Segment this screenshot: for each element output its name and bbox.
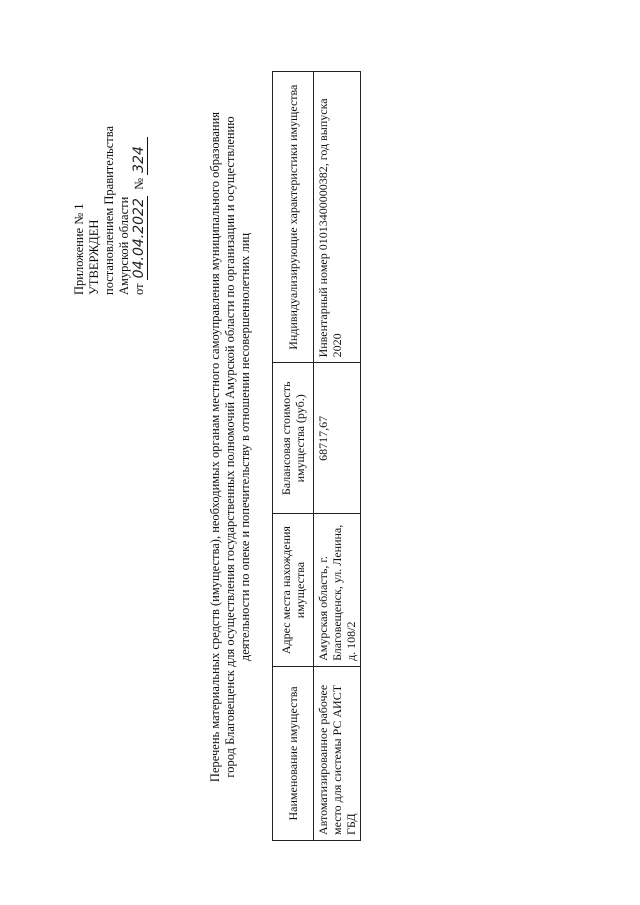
heading-line-1: Перечень материальных средств (имущества), необходимых органам местного самоуправления муниципального образования: [208, 111, 222, 783]
decree-label: постановлением Правительства: [102, 125, 116, 295]
cell-address: Амурская область, г. Благовещенск, ул. Ленина, д. 108/2: [314, 514, 361, 667]
table-row: [314, 72, 361, 841]
document-heading: [208, 57, 253, 837]
appendix-label: Приложение № 1: [72, 203, 86, 295]
cell-characteristics: Инвентарный номер 01013400000382, год выпуска 2020: [314, 72, 361, 363]
header-value: Балансовая стоимость имущества (руб.): [273, 363, 314, 514]
handwritten-date: 04.04.2022: [131, 198, 147, 279]
number-prefix: №: [132, 177, 146, 190]
table-header-row: [273, 72, 314, 841]
cell-value: 68717,67: [314, 363, 361, 514]
header-address: Адрес места нахождения имущества: [273, 514, 314, 667]
header-name: Наименование имущества: [273, 666, 314, 840]
approval-block: [72, 55, 148, 295]
handwritten-number: 324: [132, 137, 148, 175]
approved-label: УТВЕРЖДЕН: [87, 219, 101, 295]
date-prefix: от: [132, 283, 146, 295]
cell-name: Автоматизированное рабочее место для системы РС АИСТ ГБД: [314, 666, 361, 840]
heading-line-2: город Благовещенск для осуществления государственных полномочий Амурской области по организации и осуществлению: [223, 116, 237, 778]
date-number-line: [132, 55, 148, 295]
heading-line-3: деятельности по опеке и попечительству в отношении несовершеннолетних лиц: [238, 232, 252, 662]
property-table: [272, 71, 361, 841]
region-label: Амурской области: [117, 196, 131, 295]
header-characteristics: Индивидуализирующие характеристики имущества: [273, 72, 314, 363]
